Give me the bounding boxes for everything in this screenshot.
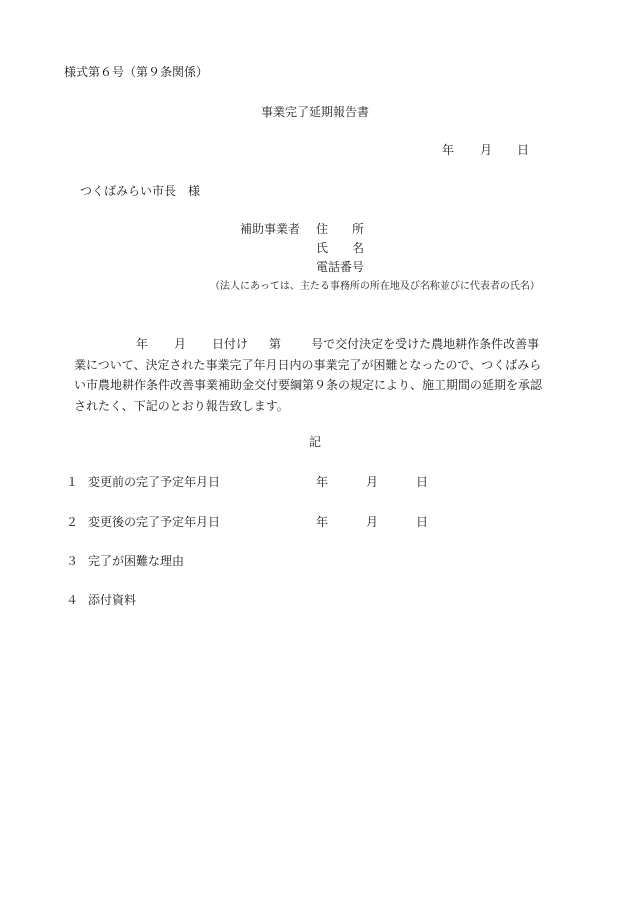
item-1-day: 日 — [416, 475, 429, 489]
item-2-label: 変更後の完了予定年月日 — [88, 515, 221, 529]
item-2-number: ２ — [66, 515, 79, 529]
corporate-note: （法人にあっては、主たる事務所の所在地及び名称並びに代表者の氏名） — [210, 281, 540, 292]
applicant-label: 補助事業者 — [240, 222, 301, 236]
body-line-3: い市農地耕作条件改善事業補助金交付要綱第９条の規定により、施工期間の延期を承認 — [74, 378, 543, 392]
item-3-label: 完了が困難な理由 — [88, 554, 185, 568]
date-month-label: 月 — [480, 143, 493, 157]
item-1-year: 年 — [316, 475, 329, 489]
item-4-number: ４ — [66, 593, 79, 607]
document-title: 事業完了延期報告書 — [260, 105, 369, 119]
body-line-1-rest: 号で交付決定を受けた農地耕作条件改善事 — [311, 337, 540, 351]
record-heading: 記 — [308, 435, 321, 449]
body-paragraph — [74, 334, 580, 416]
body-line-4: されたく、下記のとおり報告致します。 — [74, 398, 289, 413]
body-dai: 第 — [269, 337, 282, 351]
body-month: 月 — [174, 337, 187, 351]
body-dated: 日付け — [212, 337, 249, 351]
form-number: 様式第６号（第９条関係） — [64, 65, 209, 79]
item-1-number: １ — [66, 475, 79, 489]
address-label: 住 所 — [316, 222, 365, 236]
date-day-label: 日 — [517, 143, 530, 157]
phone-label: 電話番号 — [316, 260, 365, 274]
body-line-1 — [74, 334, 580, 355]
body-year: 年 — [136, 337, 149, 351]
item-1-month: 月 — [366, 475, 379, 489]
item-2-month: 月 — [366, 515, 379, 529]
name-label: 氏 名 — [316, 241, 365, 255]
item-2-day: 日 — [416, 515, 429, 529]
item-4-label: 添付資料 — [88, 593, 137, 607]
item-2-year: 年 — [316, 515, 329, 529]
addressee: つくばみらい市長 様 — [80, 184, 201, 198]
body-line-2: 業について、決定された事業完了年月日内の事業完了が困難となったので、つくばみら — [74, 357, 542, 372]
date-year-label: 年 — [442, 143, 455, 157]
item-3-number: ３ — [66, 554, 79, 568]
item-1-label: 変更前の完了予定年月日 — [88, 475, 221, 489]
